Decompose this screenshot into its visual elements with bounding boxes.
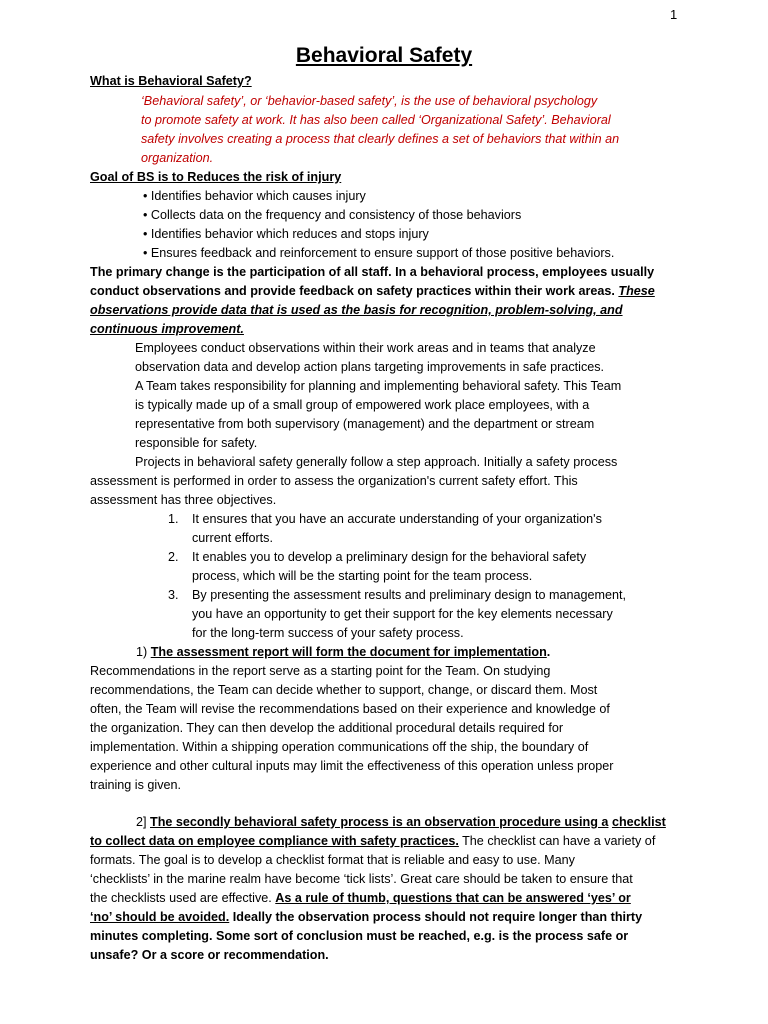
paragraph-line: responsible for safety. — [135, 436, 258, 450]
objective-line: By presenting the assessment results and preliminary design to management, — [192, 588, 627, 602]
step1-heading — [136, 643, 550, 661]
step2-line — [90, 889, 631, 907]
paragraph-line: A Team takes responsibility for planning and implementing behavioral safety. This Team — [135, 379, 622, 393]
step2-line: formats. The goal is to develop a checklist format that is reliable and easy to use. Many — [90, 853, 575, 867]
objective-number: 2. — [168, 550, 179, 564]
bullet-item: • Identifies behavior which reduces and stops injury — [143, 227, 429, 241]
paragraph-line: representative from both supervisory (management) and the department or stream — [135, 417, 595, 431]
paragraph-line: experience and other cultural inputs may limit the effectiveness of this operation unless proper — [90, 759, 614, 773]
objective-line: you have an opportunity to get their support for the key elements necessary — [192, 607, 613, 621]
step2-line: unsafe? Or a score or recommendation. — [90, 948, 329, 962]
bullet-item: • Ensures feedback and reinforcement to ensure support of those positive behaviors. — [143, 246, 615, 260]
step2-line: ‘checklists’ in the marine realm have become ‘tick lists’. Great care should be taken to ensure that — [90, 872, 633, 886]
objective-line: current efforts. — [192, 531, 273, 545]
objective-number: 1. — [168, 512, 179, 526]
primary-line: The primary change is the participation of all staff. In a behavioral process, employees usually — [90, 265, 655, 279]
intro-line: organization. — [141, 151, 214, 165]
primary-line — [90, 282, 655, 300]
paragraph-line: the organization. They can then develop the additional procedural details required for — [90, 721, 564, 735]
section-heading-what: What is Behavioral Safety? — [90, 74, 252, 88]
step2-checklist: checklist — [611, 815, 666, 829]
primary-emphasis: These — [618, 284, 655, 298]
primary-text: conduct observations and provide feedback on safety practices within their work areas. — [90, 284, 619, 298]
step2-rule: As a rule — [275, 891, 329, 905]
intro-line: safety involves creating a process that clearly defines a set of behaviors that within an — [141, 132, 620, 146]
step2-title-cont: to collect data on employee compliance with safety practices. — [90, 834, 459, 848]
step2-text: Ideally the observation process should not require longer than thirty — [229, 910, 643, 924]
step2-text: The checklist can have a variety of — [458, 834, 656, 848]
primary-line: continuous improvement. — [90, 322, 244, 336]
paragraph-line: assessment is performed in order to assess the organization's current safety effort. This — [90, 474, 578, 488]
step2-text: the checklists used are effective. — [90, 891, 276, 905]
step2-title: The secondly behavioral safety process is an observation procedure using a — [150, 815, 609, 829]
bullet-item: • Collects data on the frequency and consistency of those behaviors — [143, 208, 522, 222]
page-title: Behavioral Safety — [295, 44, 473, 67]
intro-line: to promote safety at work. It has also been called ‘Organizational Safety’. Behavioral — [141, 113, 611, 127]
paragraph-line: implementation. Within a shipping operation communications off the ship, the boundary of — [90, 740, 589, 754]
bullet-item: • Identifies behavior which causes injury — [143, 189, 366, 203]
step2-rule-end: ‘no’ should be avoided. — [90, 910, 230, 924]
objective-number: 3. — [168, 588, 179, 602]
paragraph-line: assessment has three objectives. — [90, 493, 277, 507]
section-heading-goal: Goal of BS is to Reduces the risk of injury — [90, 170, 342, 184]
page-number: 1 — [670, 7, 678, 22]
step2-heading — [136, 813, 666, 831]
paragraph-line: Recommendations in the report serve as a starting point for the Team. On studying — [90, 664, 551, 678]
objective-line: It enables you to develop a preliminary design for the behavioral safety — [192, 550, 587, 564]
step2-line: minutes completing. Some sort of conclusion must be reached, e.g. is the process safe or — [90, 929, 629, 943]
paragraph-line: recommendations, the Team can decide whether to support, change, or discard them. Most — [90, 683, 598, 697]
paragraph-line: often, the Team will revise the recommendations based on their experience and knowledge of — [90, 702, 610, 716]
objective-line: for the long-term success of your safety process. — [192, 626, 464, 640]
objective-line: process, which will be the starting point for the team process. — [192, 569, 533, 583]
step2-line — [90, 832, 655, 850]
paragraph-line: is typically made up of a small group of empowered work place employees, with a — [135, 398, 590, 412]
step1-title: The assessment report will form the document for implementation — [150, 645, 547, 659]
step2-prefix: 2] — [136, 815, 151, 829]
paragraph-line: Projects in behavioral safety generally follow a step approach. Initially a safety process — [135, 455, 618, 469]
intro-line: ‘Behavioral safety’, or ‘behavior-based safety’, is the use of behavioral psychology — [141, 94, 598, 108]
step2-line — [90, 908, 642, 926]
primary-line: observations provide data that is used as the basis for recognition, problem-solving, and — [90, 303, 623, 317]
objective-line: It ensures that you have an accurate understanding of your organization's — [192, 512, 602, 526]
paragraph-line: training is given. — [90, 778, 182, 792]
step1-prefix: 1) — [136, 645, 151, 659]
step1-suffix: . — [546, 645, 551, 659]
paragraph-line: Employees conduct observations within their work areas and in teams that analyze — [135, 341, 596, 355]
step2-rule-cont: of thumb, questions that can be answered ‘yes’ or — [328, 891, 631, 905]
paragraph-line: observation data and develop action plans targeting improvements in safe practices. — [135, 360, 605, 374]
